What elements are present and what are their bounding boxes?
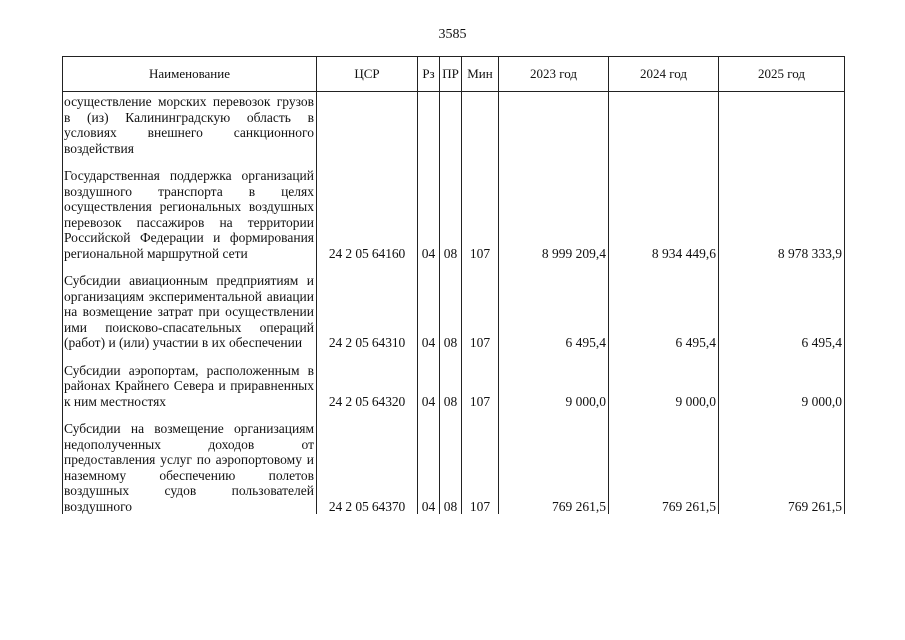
row-csr: 24 2 05 64320 <box>317 362 418 410</box>
row-2025: 9 000,0 <box>719 362 845 410</box>
row-spacer <box>63 409 845 420</box>
row-rz: 04 <box>418 420 440 514</box>
budget-table <box>62 56 845 514</box>
header-2024: 2024 год <box>609 57 719 92</box>
row-rz: 04 <box>418 167 440 261</box>
row-2025: 769 261,5 <box>719 420 845 514</box>
row-spacer <box>63 156 845 167</box>
row-name: Субсидии авиационным предприятиям и организациям экспериментальной авиации на возмещение затрат при осуществлении ими поисково-спасательных операций (работ) и (или) участии в их обеспечении <box>63 272 317 351</box>
row-spacer <box>63 261 845 272</box>
row-2024: 6 495,4 <box>609 272 719 351</box>
table-row <box>63 420 845 514</box>
header-2023: 2023 год <box>499 57 609 92</box>
row-min: 107 <box>462 272 499 351</box>
header-pr: ПР <box>440 57 462 92</box>
row-csr: 24 2 05 64310 <box>317 272 418 351</box>
row-name: Субсидии на возмещение организациям недополученных доходов от предоставления услуг по аэропортовому и наземному обеспечению полетов воздушных судов пользователей воздушного <box>63 420 317 514</box>
row-2023: 6 495,4 <box>499 272 609 351</box>
row-2025: 6 495,4 <box>719 272 845 351</box>
row-pr: 08 <box>440 420 462 514</box>
row-2024: 9 000,0 <box>609 362 719 410</box>
row-2023: 769 261,5 <box>499 420 609 514</box>
row-rz: 04 <box>418 362 440 410</box>
page-number: 3585 <box>438 27 467 42</box>
row-2024: 769 261,5 <box>609 420 719 514</box>
row-pr: 08 <box>440 167 462 261</box>
row-min: 107 <box>462 167 499 261</box>
row-2023: 9 000,0 <box>499 362 609 410</box>
table-header-row <box>63 57 845 92</box>
row-rz: 04 <box>418 272 440 351</box>
row-2025: 8 978 333,9 <box>719 167 845 261</box>
row-min: 107 <box>462 362 499 410</box>
row-2024: 8 934 449,6 <box>609 167 719 261</box>
table-row <box>63 167 845 261</box>
table-row-continued <box>63 92 845 157</box>
header-csr: ЦСР <box>317 57 418 92</box>
header-name: Наименование <box>63 57 317 92</box>
table-row <box>63 272 845 351</box>
row-csr: 24 2 05 64370 <box>317 420 418 514</box>
row-spacer <box>63 351 845 362</box>
row-name-continued: осуществление морских перевозок грузов в (из) Калининградскую область в условиях внешнего санкционного воздействия <box>63 92 317 157</box>
header-rz: Рз <box>418 57 440 92</box>
table-row <box>63 362 845 410</box>
row-2023: 8 999 209,4 <box>499 167 609 261</box>
row-name: Государственная поддержка организаций воздушного транспорта в целях осуществления региональных воздушных перевозок пассажиров на территории Российской Федерации и формирования региональной маршрутной сети <box>63 167 317 261</box>
row-pr: 08 <box>440 362 462 410</box>
row-pr: 08 <box>440 272 462 351</box>
row-csr: 24 2 05 64160 <box>317 167 418 261</box>
row-min: 107 <box>462 420 499 514</box>
row-name: Субсидии аэропортам, расположенным в районах Крайнего Севера и приравненных к ним местностях <box>63 362 317 410</box>
header-min: Мин <box>462 57 499 92</box>
header-2025: 2025 год <box>719 57 845 92</box>
